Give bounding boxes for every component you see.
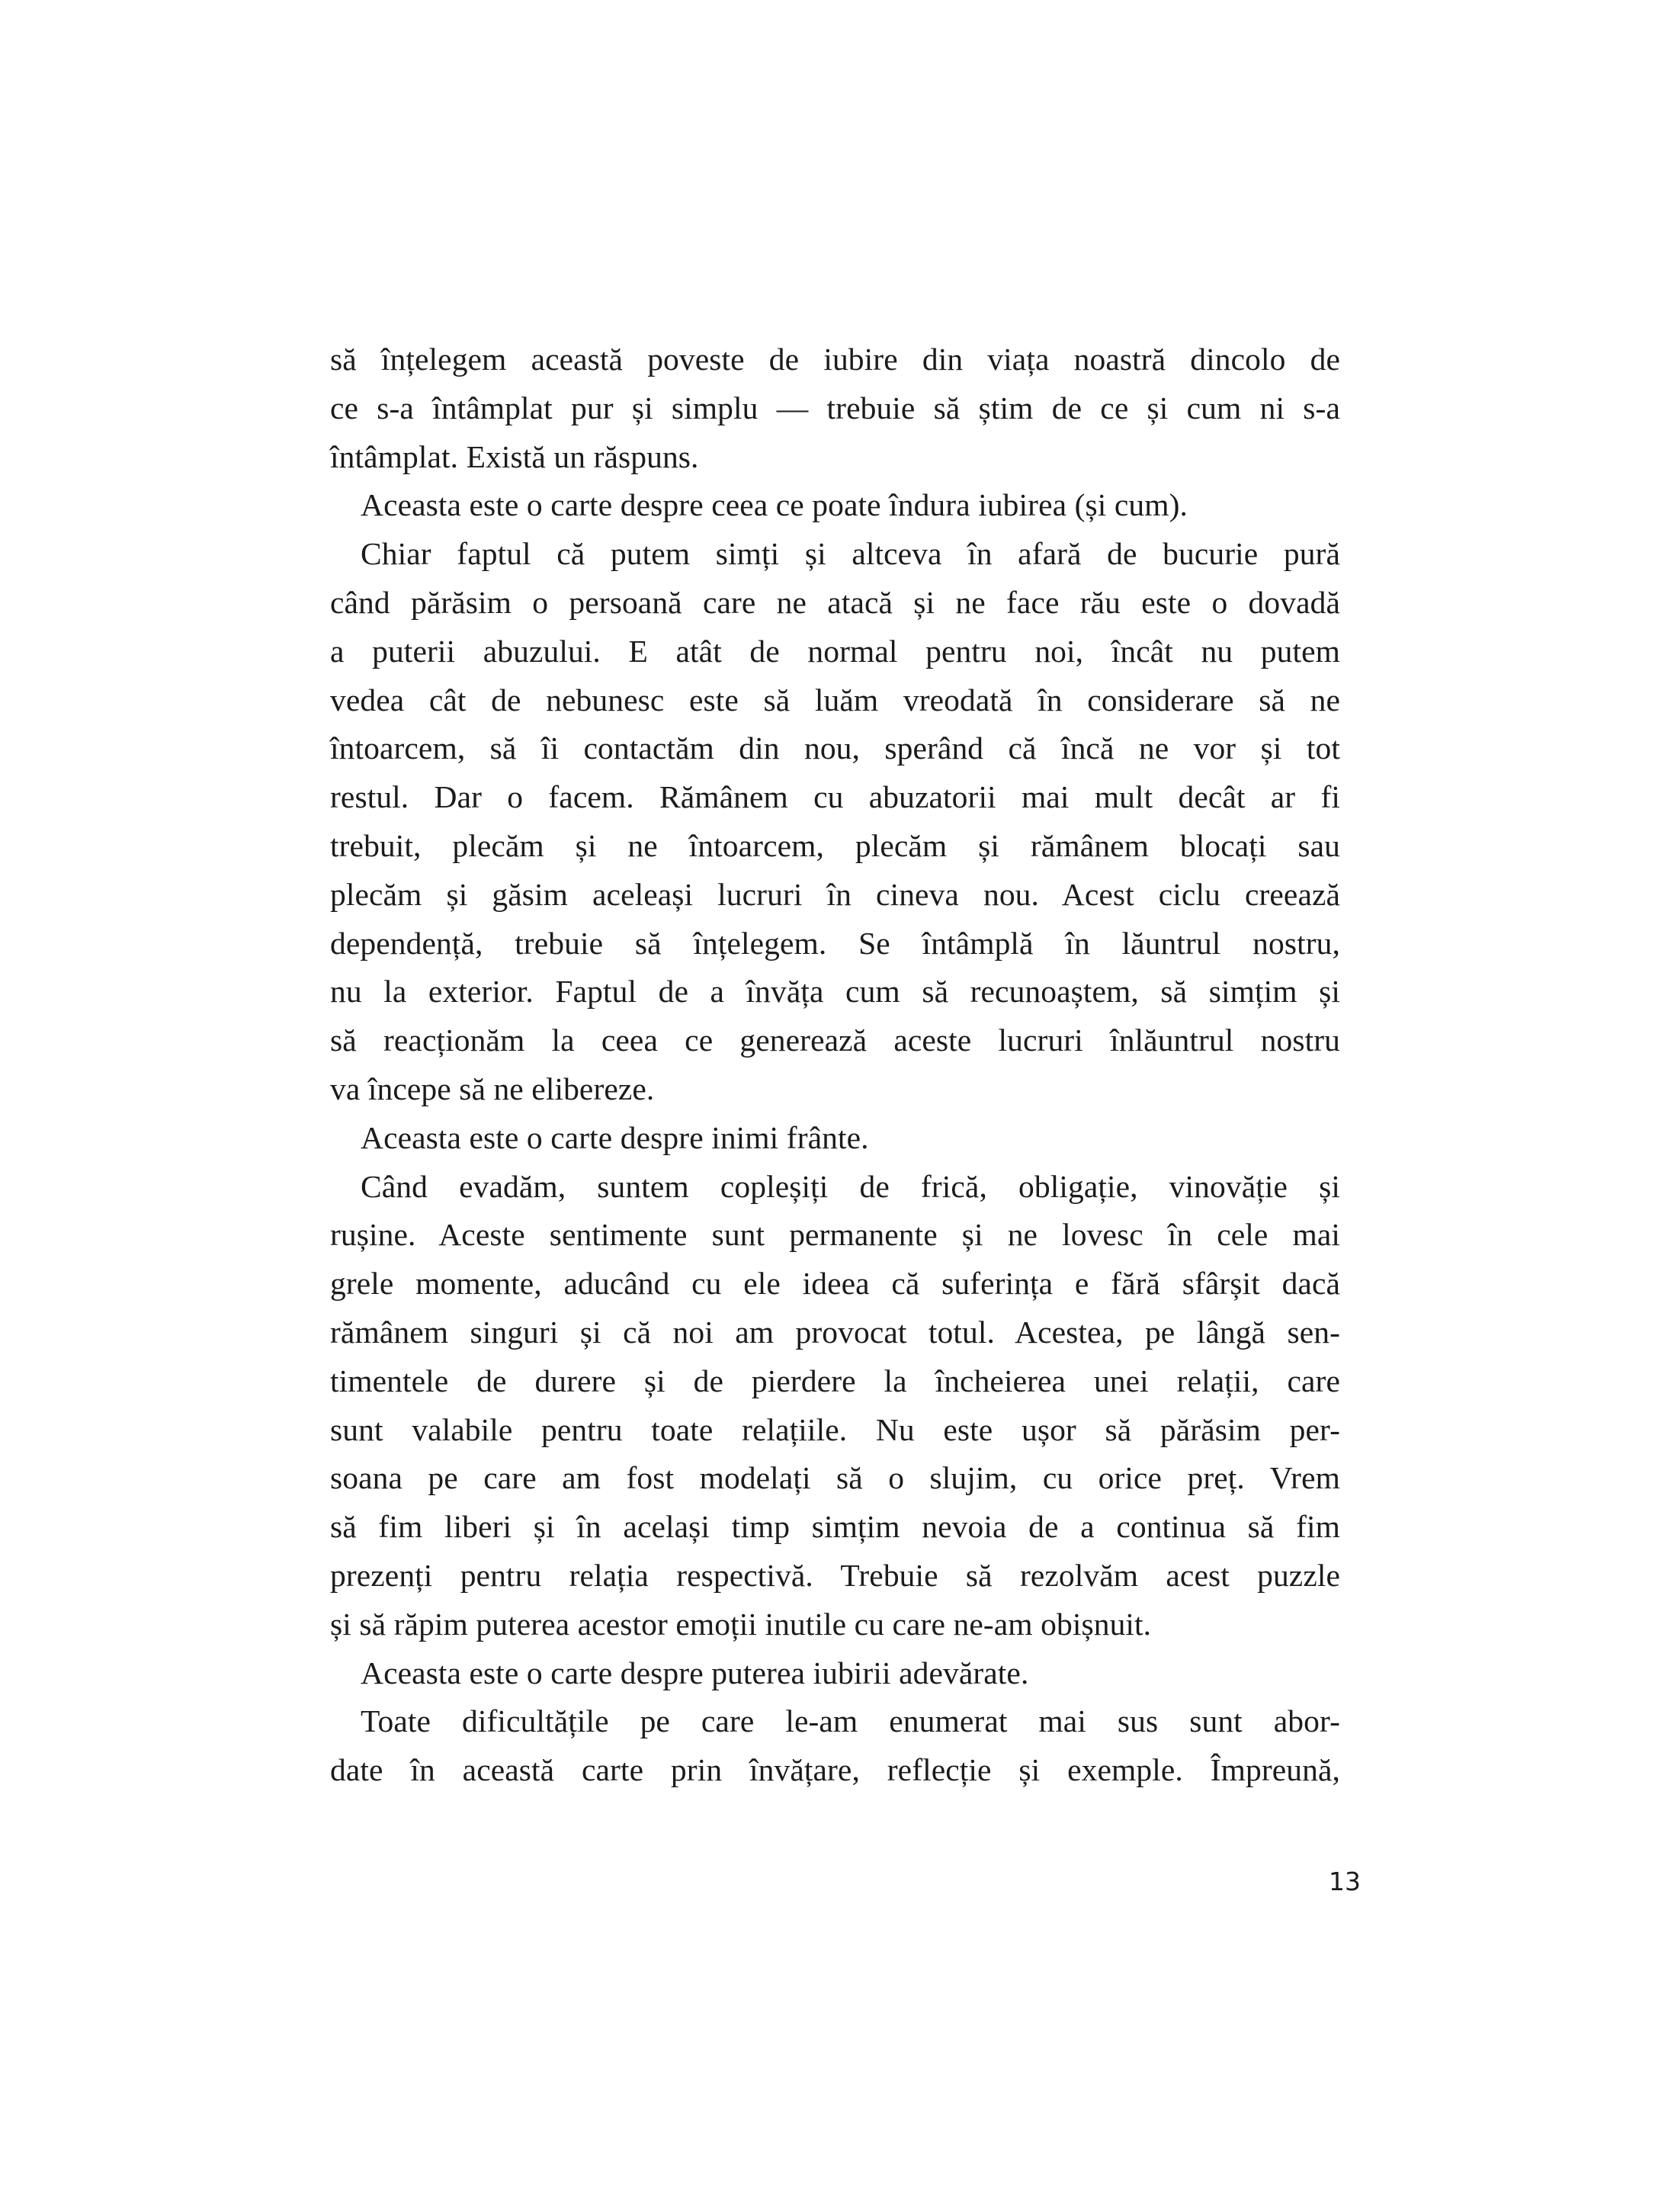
paragraph <box>330 1697 1340 1795</box>
paragraph <box>330 1163 1340 1649</box>
text-line: întoarcem, să îi contactăm din nou, sperând că încă ne vor și tot <box>330 730 1340 766</box>
text-line: să înțelegem această poveste de iubire din viața noastră dincolo de <box>330 342 1340 377</box>
text-block <box>330 335 1340 1795</box>
text-line: timentele de durere și de pierdere la încheierea unei relații, care <box>330 1363 1340 1398</box>
text-line: dependență, trebuie să înțelegem. Se întâmplă în lăuntrul nostru, <box>330 925 1340 961</box>
text-line: vedea cât de nebunesc este să luăm vreodată în considerare să ne <box>330 682 1340 718</box>
paragraph <box>330 1114 1340 1163</box>
text-line: trebuit, plecăm și ne întoarcem, plecăm și rămânem blocați sau <box>330 827 1340 863</box>
text-line: Aceasta este o carte despre inimi frânte. <box>361 1119 869 1155</box>
text-line: soana pe care am fost modelați să o slujim, cu orice preț. Vrem <box>330 1460 1340 1496</box>
paragraph <box>330 1649 1340 1698</box>
text-line: nu la exterior. Faptul de a învăța cum să recunoaștem, să simțim și <box>330 974 1340 1010</box>
text-line: a puterii abuzului. E atât de normal pentru noi, încât nu putem <box>330 633 1340 669</box>
text-line: restul. Dar o facem. Rămânem cu abuzatorii mai mult decât ar fi <box>330 779 1340 815</box>
text-line: sunt valabile pentru toate relațiile. Nu este ușor să părăsim per- <box>330 1411 1340 1447</box>
text-line: întâmplat. Există un răspuns. <box>330 438 699 474</box>
text-line: să reacționăm la ceea ce generează aceste lucruri înlăuntrul nostru <box>330 1023 1340 1058</box>
text-line: plecăm și găsim aceleași lucruri în cineva nou. Acest ciclu creează <box>330 876 1340 912</box>
text-line: va începe să ne elibereze. <box>330 1071 655 1106</box>
text-line: Chiar faptul că putem simți și altceva în afară de bucurie pură <box>361 536 1340 572</box>
text-line: să fim liberi și în același timp simțim nevoia de a continua să fim <box>330 1509 1340 1545</box>
text-line: grele momente, aducând cu ele ideea că suferința e fără sfârșit dacă <box>330 1266 1340 1302</box>
text-line: Toate dificultățile pe care le-am enumerat mai sus sunt abor- <box>361 1703 1340 1739</box>
text-line: Aceasta este o carte despre ceea ce poate îndura iubirea (și cum). <box>361 487 1188 523</box>
text-line: rușine. Aceste sentimente sunt permanente și ne lovesc în cele mai <box>330 1217 1340 1253</box>
text-line: Aceasta este o carte despre puterea iubirii adevărate. <box>361 1655 1029 1690</box>
text-line: ce s-a întâmplat pur și simplu — trebuie să știm de ce și cum ni s-a <box>330 390 1340 425</box>
paragraph <box>330 335 1340 481</box>
paragraph <box>330 481 1340 530</box>
text-line: când părăsim o persoană care ne atacă și ne face rău este o dovadă <box>330 584 1340 620</box>
text-line: și să răpim puterea acestor emoții inutile cu care ne-am obișnuit. <box>330 1606 1152 1642</box>
text-line: rămânem singuri și că noi am provocat totul. Acestea, pe lângă sen- <box>330 1314 1340 1350</box>
text-line: Când evadăm, suntem copleșiți de frică, obligație, vinovăție și <box>361 1168 1340 1204</box>
page-number: 13 <box>1329 1867 1361 1896</box>
paragraph <box>330 530 1340 1114</box>
text-line: prezenți pentru relația respectivă. Trebuie să rezolvăm acest puzzle <box>330 1557 1340 1593</box>
text-line: date în această carte prin învățare, reflecție și exemple. Împreună, <box>330 1752 1340 1788</box>
